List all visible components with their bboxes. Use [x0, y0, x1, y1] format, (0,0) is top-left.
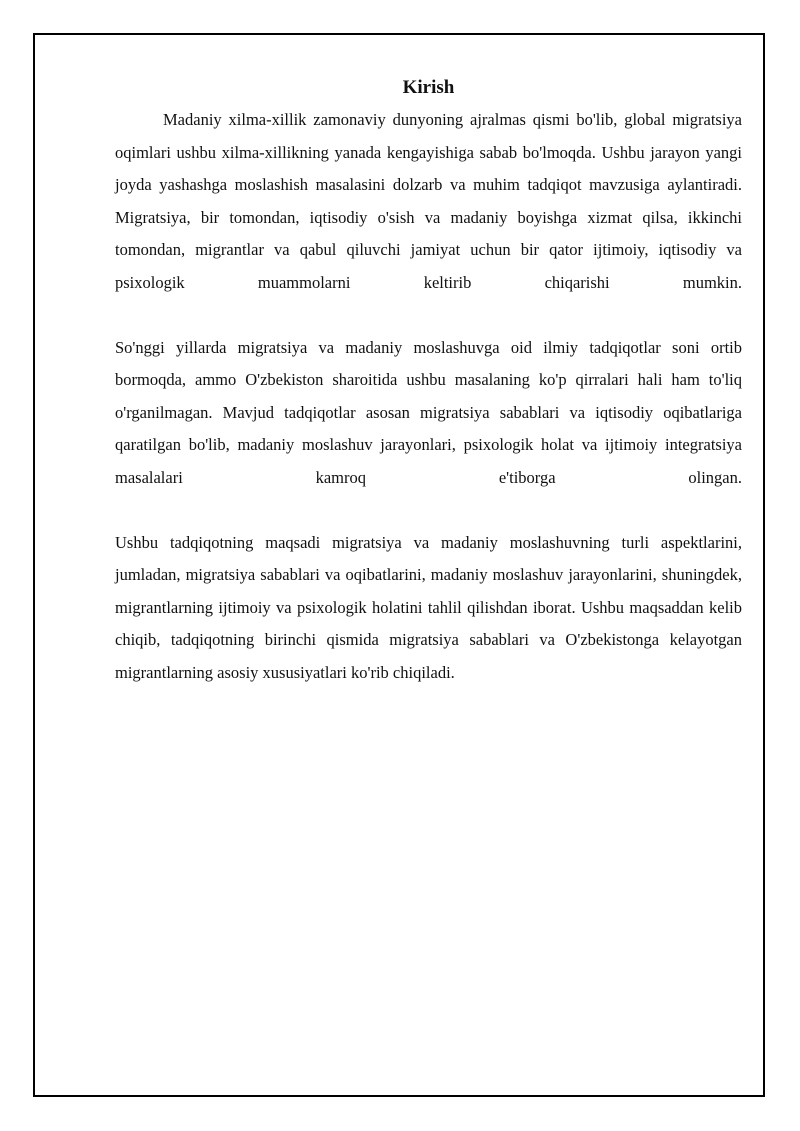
document-body	[115, 72, 742, 689]
paragraph-intro: Madaniy xilma-xillik zamonaviy dunyoning ajralmas qismi bo'lib, global migratsiya oqimlari ushbu xilma-xillikning yanada kengayishiga sabab bo'lmoqda. Ushbu jarayon yangi joyda yashashga moslashish masalasini dolzarb va muhim tadqiqot mavzusiga aylantiradi. Migratsiya, bir tomondan, iqtisodiy o'sish va madaniy boyishga xizmat qilsa, ikkinchi tomondan, migrantlar va qabul qiluvchi jamiyat uchun bir qator ijtimoiy, iqtisodiy va psixologik muammolarni keltirib chiqarishi mumkin.	[115, 110, 742, 292]
paragraph-research-aim: Ushbu tadqiqotning maqsadi migratsiya va madaniy moslashuvning turli aspektlarini, jumladan, migratsiya sabablari va oqibatlarini, madaniy moslashuv jarayonlarini, shuningdek, migrantlarning ijtimoiy va psixologik holatini tahlil qilishdan iborat. Ushbu maqsaddan kelib chiqib, tadqiqotning birinchi qismida migratsiya sabablari va O'zbekistonga kelayotgan migrantlarning asosiy xususiyatlari ko'rib chiqiladi.	[115, 532, 742, 682]
paragraph-research-gap: So'nggi yillarda migratsiya va madaniy moslashuvga oid ilmiy tadqiqotlar soni ortib bormoqda, ammo O'zbekiston sharoitida ushbu masalaning ko'p qirralari hali ham to'liq o'rganilmagan. Mavjud tadqiqotlar asosan migratsiya sabablari va iqtisodiy oqibatlariga qaratilgan bo'lib, madaniy moslashuv jarayonlari, psixologik holat va ijtimoiy integratsiya masalalari kamroq e'tiborga olingan.	[115, 337, 742, 487]
document-title: Kirish	[402, 77, 455, 98]
paragraph-spacer	[115, 299, 742, 332]
paragraph-spacer	[115, 494, 742, 527]
